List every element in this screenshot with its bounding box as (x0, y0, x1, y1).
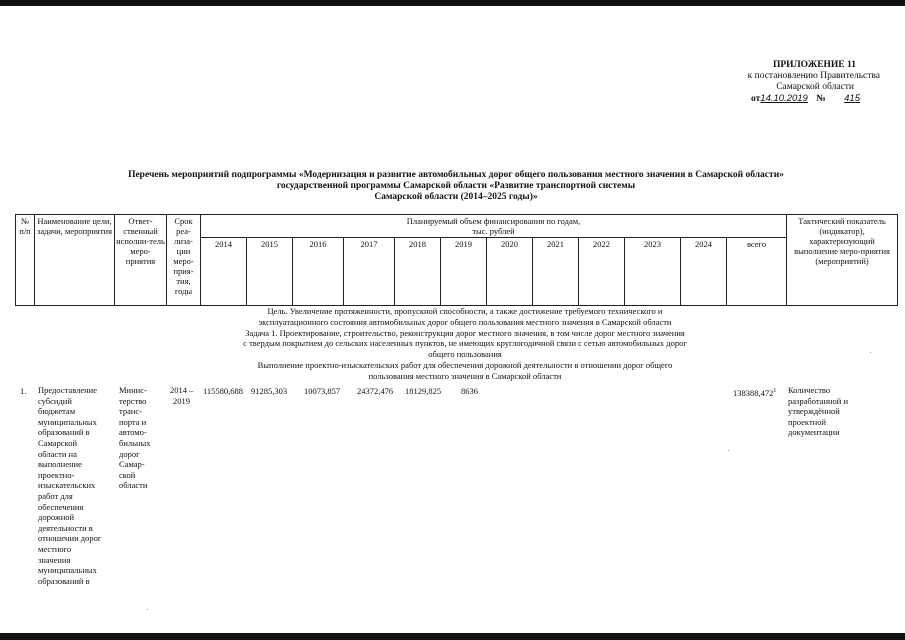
row-name-line: проектно- (38, 469, 75, 480)
appendix-line2: Самарской области (776, 82, 854, 92)
row-name-line: выполнение (38, 459, 82, 470)
header-year: 2018 (395, 238, 441, 306)
row-name-line: работ для (38, 490, 73, 501)
row-name-line: значения (38, 554, 71, 565)
row-resp-line: транс- (119, 406, 142, 417)
header-funding-line1: Планируемый объем финансирования по годам, (406, 216, 581, 226)
row-period (170, 385, 204, 406)
row-name-line: Предоставление (38, 385, 97, 395)
value-total-amount: 138388,472 (733, 387, 774, 398)
value-2014: 115580,688 (203, 386, 244, 396)
header-indicator: Тактический показатель (индикатор), характеризующий выполнение меро-приятия (мероприятий) (787, 215, 898, 306)
header-year: 2024 (681, 238, 727, 306)
row-name-line: бюджетам (38, 406, 76, 417)
row-name-line: Самарской (38, 437, 78, 448)
row-indicator (788, 385, 888, 438)
row-name-line: местного (38, 543, 72, 554)
scan-top-border (0, 0, 905, 6)
header-year: 2019 (441, 238, 487, 306)
goal-line: Цель. Увеличение протяженности, пропускной способности, а также достижение требуемого технического и (267, 306, 663, 316)
row-name-line: области на (38, 448, 77, 459)
row-name-line: деятельности в (38, 522, 93, 533)
row-name-line: изыскательских (38, 480, 96, 491)
document-title-line: государственной программы Самарской области «Развитие транспортной системы (276, 181, 636, 191)
value-2015: 91285,303 (251, 386, 288, 396)
document-title-line: Самарской области (2014–2025 годы)» (374, 192, 538, 202)
row-resp-line: терство (119, 395, 147, 406)
scan-speck (147, 609, 148, 610)
row-name-line: отношении дорог (38, 533, 102, 544)
value-2017: 24372,476 (357, 386, 394, 396)
funding-table-header (15, 214, 898, 306)
appendix-line1: к постановлению Правительства (747, 71, 880, 81)
row-name-line: образований в (38, 575, 90, 586)
task-line: общего пользования (428, 349, 502, 360)
value-2018: 18129,825 (405, 386, 442, 396)
scan-speck (728, 450, 729, 451)
appendix-title: ПРИЛОЖЕНИЕ 11 (772, 60, 856, 70)
scan-speck (870, 352, 871, 353)
activity-line: Выполнение проектно-изыскательских работ для обеспечения дорожной деятельности в отношении дорог общего (257, 359, 673, 370)
row-period-start: 2014 – (170, 385, 194, 395)
row-name-line: субсидий (38, 395, 72, 406)
appendix-order (700, 93, 880, 105)
number-prefix: № (816, 94, 826, 104)
row-indicator-line: документации (788, 427, 840, 438)
row-resp-line: бильных (119, 437, 151, 448)
value-2019: 8636 (461, 386, 478, 396)
date-prefix: от (751, 94, 761, 104)
row-resp-line: Минис- (119, 385, 147, 395)
row-name-line: муниципальных (38, 416, 97, 427)
row-name-line: образований в (38, 427, 90, 438)
appendix-block (700, 60, 880, 105)
row-name-line: муниципальных (38, 565, 97, 576)
header-total: всего (727, 238, 787, 306)
row-indicator-line: утверждённой (788, 406, 840, 417)
header-year: 2021 (533, 238, 579, 306)
header-funding-line2: тыс. рублей (472, 226, 515, 236)
header-year: 2016 (293, 238, 344, 306)
header-num: № п/п (16, 215, 35, 306)
document-title (100, 170, 812, 203)
row-period-end: 2019 (173, 395, 190, 406)
row-resp-line: порта и (119, 416, 147, 427)
header-name: Наименование цели, задачи, мероприятия (35, 215, 115, 306)
value-total (733, 386, 776, 398)
task-line: Задача 1. Проектирование, строительство, реконструкция дорог местного значения, в том числе дорог местного значения (245, 327, 685, 338)
row-resp-line: автомо- (119, 427, 147, 438)
header-year: 2022 (579, 238, 625, 306)
row-resp-line: ской (119, 469, 136, 480)
row-indicator-line: разработанной и (788, 395, 849, 406)
order-date: 14.10.2019 (760, 93, 808, 104)
header-year: 2023 (625, 238, 681, 306)
row-responsible (119, 385, 169, 491)
goal-line: эксплуатационного состояния автомобильных дорог общего пользования местного значения в Самарской области (258, 316, 672, 327)
row-resp-line: Самар- (119, 459, 145, 470)
header-funding (201, 215, 787, 238)
row-num: 1. (20, 386, 27, 396)
value-2016: 10073,857 (304, 386, 341, 396)
order-number: 415 (844, 93, 860, 104)
header-year: 2020 (487, 238, 533, 306)
row-resp-line: области (119, 480, 148, 491)
scan-bottom-border (0, 633, 905, 640)
row-indicator-line: Количество (788, 385, 831, 395)
header-responsible: Ответ-ственный исполни-тель меро-приятия (115, 215, 167, 306)
activity-line: пользования местного значения в Самарской области (368, 370, 562, 381)
header-year: 2014 (201, 238, 247, 306)
row-name-line: обеспечения (38, 501, 84, 512)
header-year: 2015 (247, 238, 293, 306)
row-resp-line: дорог (119, 448, 140, 459)
goal-task-block (160, 306, 770, 382)
row-name-line: дорожной (38, 512, 75, 523)
row-indicator-line: проектной (788, 416, 827, 427)
document-title-line: Перечень мероприятий подпрограммы «Модернизация и развитие автомобильных дорог общего пользования местного значения в Самарской области» (128, 170, 784, 180)
task-line: с твердым покрытием до сельских населенных пунктов, не имеющих круглогодичной связи с сетью автомобильных дорог (243, 338, 687, 349)
row-name (38, 385, 118, 586)
value-total-footnote: 1 (773, 388, 777, 394)
header-period: Срок реа-лиза-ции меро-прия-тия, годы (167, 215, 201, 306)
header-year: 2017 (344, 238, 395, 306)
